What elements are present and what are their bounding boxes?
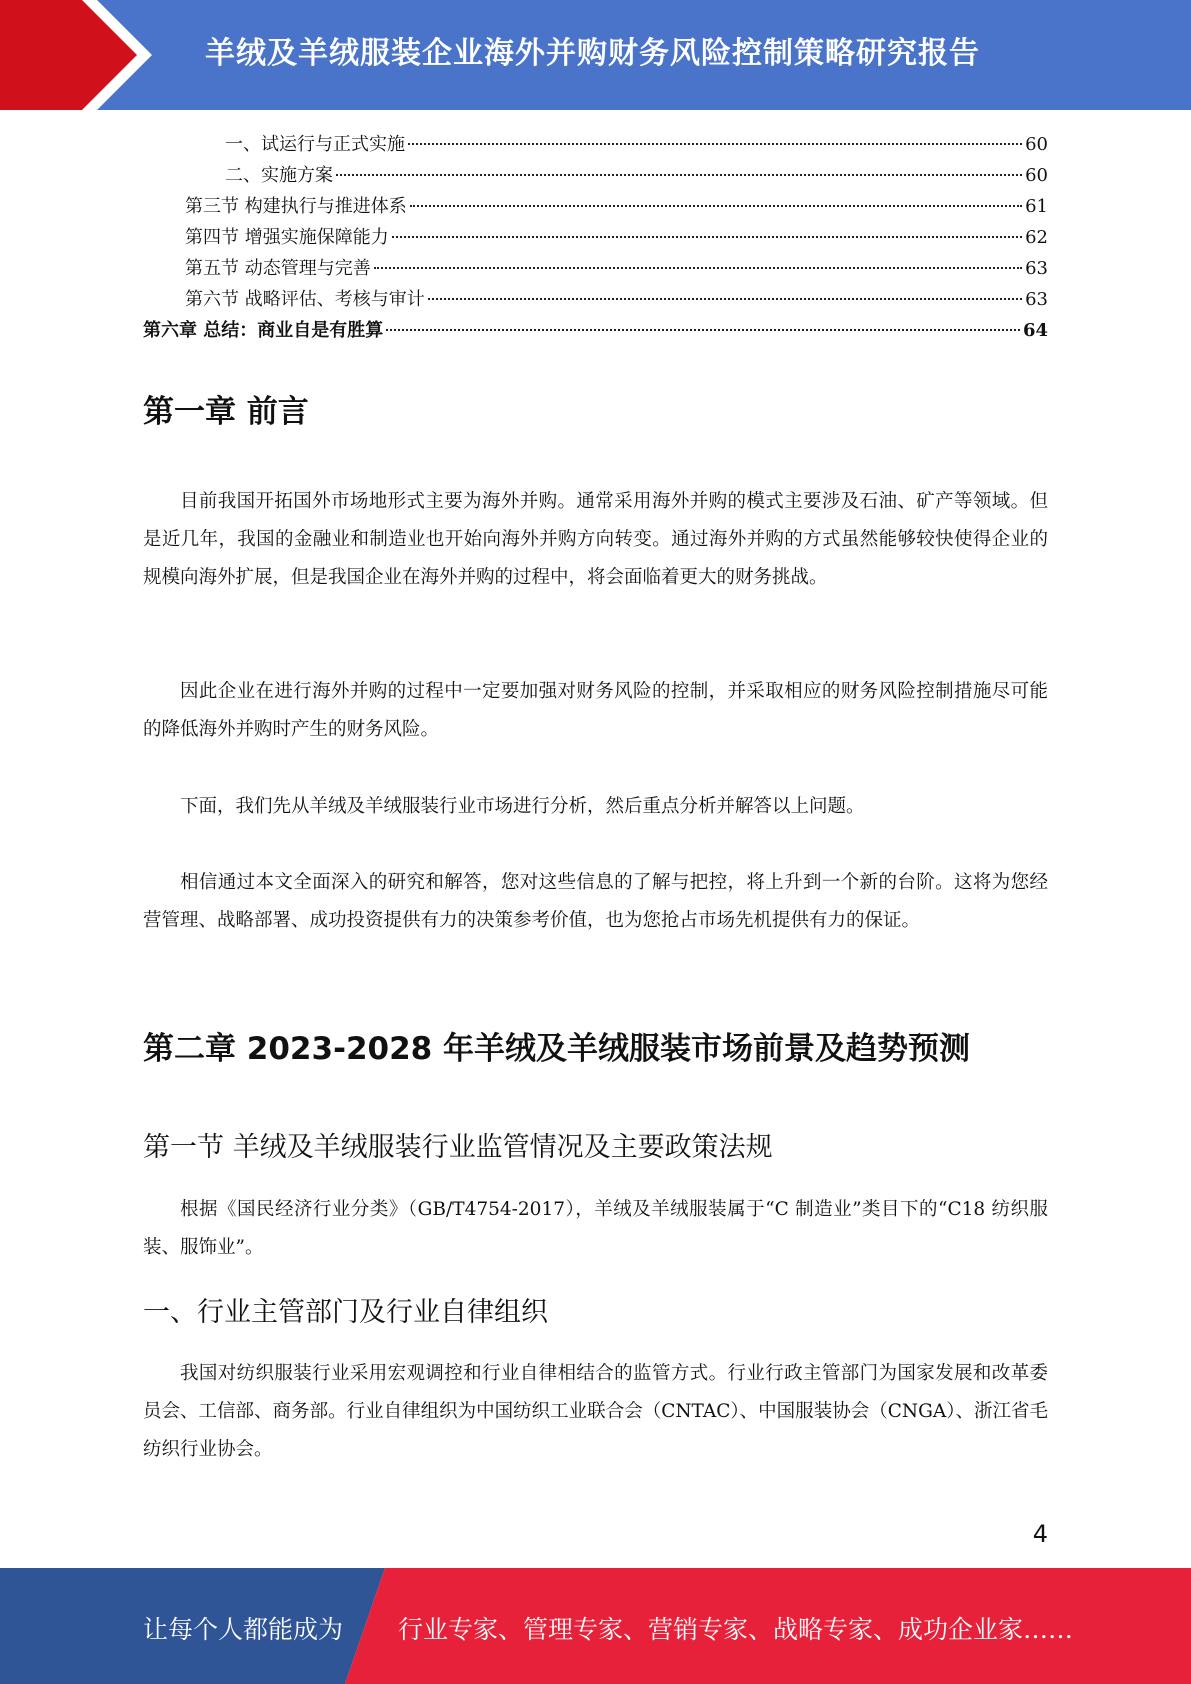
footer-slogan-roles: 行业专家、管理专家、营销专家、战略专家、成功企业家…… [398,1615,1074,1644]
toc-entry-label: 第五节 动态管理与完善 [185,258,371,279]
body-paragraph: 相信通过本文全面深入的研究和解答，您对这些信息的了解与把控，将上升到一个新的台阶。这将为您经营管理、战略部署、成功投资提供有力的决策参考价值，也为您抢占市场先机提供有力的保证。 [143,872,1048,931]
page-footer [0,1568,1191,1684]
section-heading: 第一节 羊绒及羊绒服装行业监管情况及主要政策法规 [143,1132,773,1163]
toc-entry-page: 62 [1025,227,1048,248]
toc-entry[interactable] [143,192,1048,223]
toc-entry[interactable] [143,285,1048,316]
toc-leader-dots [386,329,1020,331]
toc-entry-page: 63 [1025,289,1048,310]
toc-leader-dots [336,174,1022,176]
toc-leader-dots [374,267,1022,269]
toc-entry-label: 第三节 构建执行与推进体系 [185,196,407,217]
header-arrow-decoration [0,0,160,110]
toc-leader-dots [410,205,1022,207]
toc-entry[interactable] [143,316,1048,347]
toc-entry[interactable] [143,130,1048,161]
toc-entry-label: 第六章 总结：商业自是有胜算 [143,320,384,341]
toc-entry-page: 63 [1025,258,1048,279]
body-paragraph: 我国对纺织服装行业采用宏观调控和行业自律相结合的监管方式。行业行政主管部门为国家发展和改革委员会、工信部、商务部。行业自律组织为中国纺织工业联合会（CNTAC）、中国服装协会（CNGA）、浙江省毛纺织行业协会。 [143,1363,1048,1460]
table-of-contents [143,130,1048,347]
toc-entry-label: 第四节 增强实施保障能力 [185,227,389,248]
report-title: 羊绒及羊绒服装企业海外并购财务风险控制策略研究报告 [205,36,980,71]
toc-leader-dots [428,298,1022,300]
body-paragraph: 下面，我们先从羊绒及羊绒服装行业市场进行分析，然后重点分析并解答以上问题。 [180,796,865,817]
toc-entry-page: 60 [1025,165,1048,186]
toc-entry-label: 第六节 战略评估、考核与审计 [185,289,425,310]
toc-entry-page: 64 [1022,320,1048,341]
body-paragraph: 根据《国民经济行业分类》（GB/T4754-2017），羊绒及羊绒服装属于“C 制造业”类目下的“C18 纺织服装、服饰业”。 [143,1199,1048,1258]
toc-entry[interactable] [143,161,1048,192]
toc-entry-label: 一、试运行与正式实施 [225,134,405,155]
toc-entry[interactable] [143,223,1048,254]
toc-entry-page: 61 [1025,196,1048,217]
toc-leader-dots [392,236,1022,238]
footer-slogan-lead: 让每个人都能成为 [143,1615,344,1644]
body-paragraph: 目前我国开拓国外市场地形式主要为海外并购。通常采用海外并购的模式主要涉及石油、矿产等领域。但是近几年，我国的金融业和制造业也开始向海外并购方向转变。通过海外并购的方式虽然能够较快使得企业的规模向海外扩展，但是我国企业在海外并购的过程中，将会面临着更大的财务挑战。 [143,491,1048,588]
toc-leader-dots [408,143,1022,145]
toc-entry[interactable] [143,254,1048,285]
chapter-2-heading: 第二章 2023-2028 年羊绒及羊绒服装市场前景及趋势预测 [143,1031,971,1067]
toc-entry-page: 60 [1025,134,1048,155]
toc-entry-label: 二、实施方案 [225,165,333,186]
subsection-heading: 一、行业主管部门及行业自律组织 [143,1297,548,1328]
page-number: 4 [1032,1520,1048,1548]
body-paragraph: 因此企业在进行海外并购的过程中一定要加强对财务风险的控制，并采取相应的财务风险控制措施尽可能的降低海外并购时产生的财务风险。 [143,681,1048,740]
chapter-1-heading: 第一章 前言 [143,394,309,430]
page-header [0,0,1191,110]
